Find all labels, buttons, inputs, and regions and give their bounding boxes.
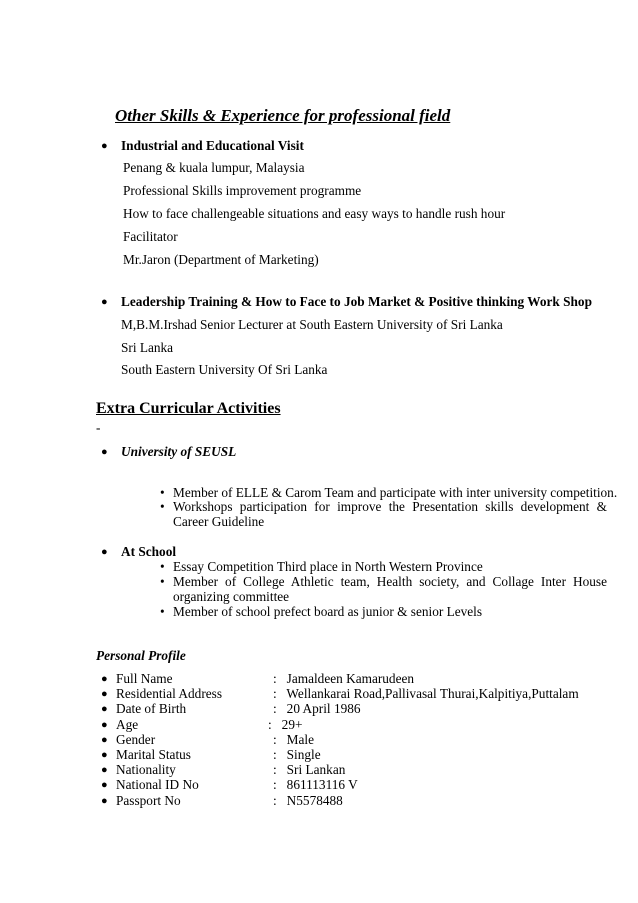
profile-value: : N5578488 bbox=[273, 793, 343, 808]
bullet-icon: ● bbox=[101, 795, 108, 807]
profile-label: Residential Address bbox=[116, 686, 222, 701]
profile-value: : 861113116 V bbox=[273, 777, 358, 792]
bullet-icon: • bbox=[160, 574, 165, 589]
bullet-icon: ● bbox=[101, 296, 108, 308]
school-item: Essay Competition Third place in North Western Province bbox=[173, 559, 483, 574]
profile-value: : 20 April 1986 bbox=[273, 701, 361, 716]
profile-value: : Wellankarai Road,Pallivasal Thurai,Kalpitiya,Puttalam bbox=[273, 686, 579, 701]
bullet-icon: ● bbox=[101, 779, 108, 791]
leadership-line: Sri Lanka bbox=[121, 340, 174, 355]
bullet-icon: • bbox=[160, 485, 165, 500]
school-item: Member of school prefect board as junior & senior Levels bbox=[173, 604, 483, 619]
profile-value: : Jamaldeen Kamarudeen bbox=[273, 671, 415, 686]
school-title: At School bbox=[121, 544, 177, 559]
profile-heading: Personal Profile bbox=[96, 648, 186, 663]
profile-value: : Male bbox=[273, 732, 314, 747]
university-item: Workshops participation for improve the Presentation skills development & Career Guideline bbox=[173, 499, 607, 529]
bullet-icon: • bbox=[160, 559, 165, 574]
bullet-icon: • bbox=[160, 499, 165, 514]
visit-line: Mr.Jaron (Department of Marketing) bbox=[123, 252, 319, 267]
school-item: Member of College Athletic team, Health society, and Collage Inter House organizing committee bbox=[173, 574, 607, 604]
visit-line: Penang & kuala lumpur, Malaysia bbox=[123, 160, 305, 175]
profile-value: : Single bbox=[273, 747, 321, 762]
profile-label: Marital Status bbox=[116, 747, 191, 762]
bullet-icon: ● bbox=[101, 446, 108, 458]
university-title: University of SEUSL bbox=[121, 444, 237, 459]
profile-label: Gender bbox=[116, 732, 156, 747]
bullet-icon: ● bbox=[101, 703, 108, 715]
visit-line: Facilitator bbox=[123, 229, 178, 244]
profile-label: Full Name bbox=[116, 671, 173, 686]
bullet-icon: ● bbox=[101, 734, 108, 746]
leadership-line: M,B.M.Irshad Senior Lecturer at South Eastern University of Sri Lanka bbox=[121, 317, 503, 332]
visit-line: Professional Skills improvement programme bbox=[123, 183, 362, 198]
profile-value: : 29+ bbox=[268, 717, 303, 732]
leadership-line: South Eastern University Of Sri Lanka bbox=[121, 362, 328, 377]
visit-line: How to face challengeable situations and easy ways to handle rush hour bbox=[123, 206, 506, 221]
profile-label: National ID No bbox=[116, 777, 199, 792]
bullet-icon: ● bbox=[101, 749, 108, 761]
extra-heading: Extra Curricular Activities bbox=[96, 400, 281, 417]
dash-mark: - bbox=[96, 420, 101, 435]
bullet-icon: ● bbox=[101, 673, 108, 685]
leadership-title: Leadership Training & How to Face to Job Market & Positive thinking Work Shop bbox=[121, 294, 592, 309]
profile-label: Age bbox=[116, 717, 139, 732]
bullet-icon: ● bbox=[101, 719, 108, 731]
bullet-icon: ● bbox=[101, 688, 108, 700]
bullet-icon: ● bbox=[101, 546, 108, 558]
profile-label: Date of Birth bbox=[116, 701, 187, 716]
profile-value: : Sri Lankan bbox=[273, 762, 346, 777]
university-item: Member of ELLE & Carom Team and participate with inter university competition. bbox=[173, 485, 618, 500]
visit-title: Industrial and Educational Visit bbox=[121, 138, 304, 153]
bullet-icon: ● bbox=[101, 140, 108, 152]
skills-heading: Other Skills & Experience for professional field bbox=[115, 106, 451, 125]
bullet-icon: • bbox=[160, 604, 165, 619]
profile-label: Nationality bbox=[116, 762, 176, 777]
profile-label: Passport No bbox=[116, 793, 181, 808]
bullet-icon: ● bbox=[101, 764, 108, 776]
